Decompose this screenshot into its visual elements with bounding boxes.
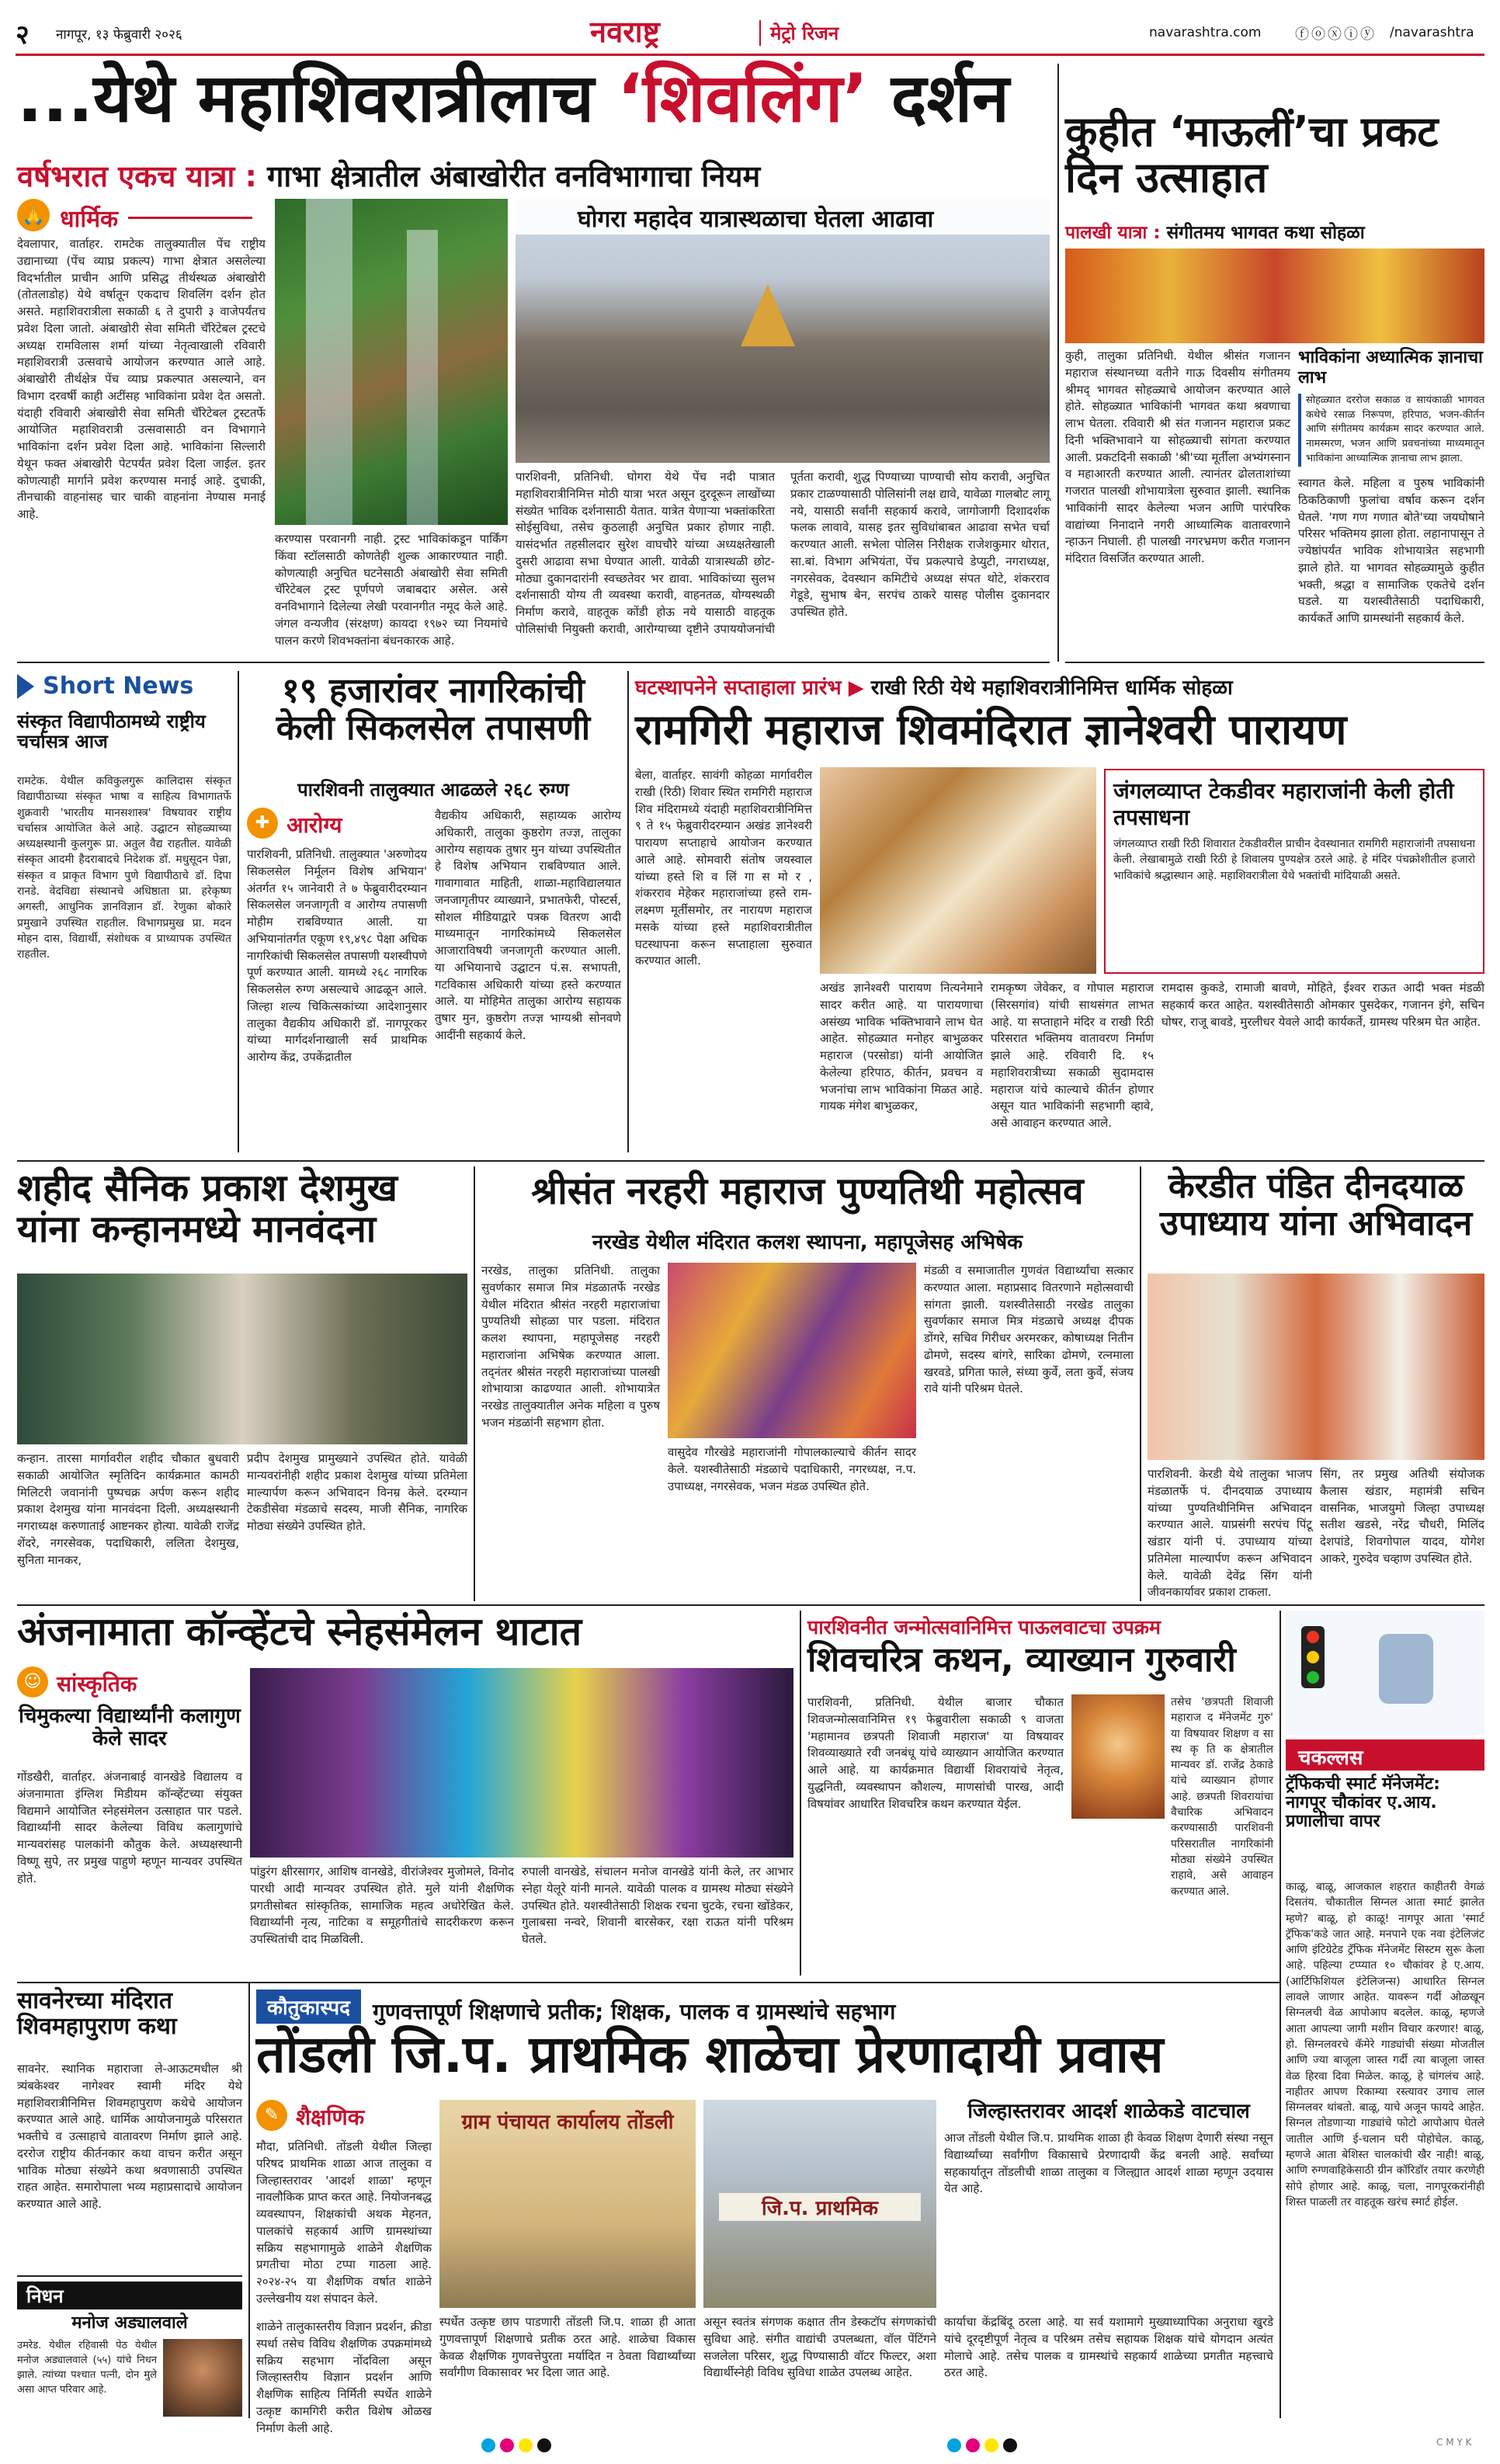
robot-icon — [1379, 1634, 1433, 1704]
chakalas-label: चकल्लस — [1286, 1739, 1484, 1771]
ramgiri-box-body: जंगलव्याप्त राखी रिठी शिवारात टेकडीवरील प्राचीन देवस्थानात रामगिरी महाराजांनी तपसाधना केली. लेखाबामुळे राखी रिठी हे शिवालय पुण्यक्षेत्र ठरले आहे. हे मंदिर पंचक्रोशीतील हजारो भाविकांचे श्रद्धास्थान आहे. महाशिवरात्रीला येथे भक्तांची मांदियाळी असते. — [1113, 838, 1475, 882]
lead-col2: करण्यास परवानगी नाही. ट्रस्ट भाविकांकडून पार्किंग किंवा स्टॉलसाठी कोणतेही शुल्क आकारण्यात नाही. कोणत्याही अनुचित घटनेसाठी अंबाखोरी सेवा समिती चॅरिटेबल ट्रस्ट पूर्णपणे जबाबदार असेल. असे वनविभागाने दिलेल्या लेखी परवानगीत नमूद केले आहे. जंगल वन्यजीव (संरक्षण) कायदा १९७२ च्या नियमांचे पालन करणे शिवभक्तांना बंधनकारक आहे. — [275, 532, 508, 648]
kerdi-col2: सिंग, तर प्रमुख अतिथी संयोजक कैलास खंडार, महामंत्री सचिन वासनिक, भाजयुमो जिल्हा उपाध्यक्ष सतीश खडसे, नरेंद्र चौधरी, मिलिंद देशपांडे, शिवगोपाल यादव, योगेश आकरे, गुरुदेव चव्हाण उपस्थित होते. — [1320, 1467, 1484, 1566]
tondli-box — [944, 2100, 1273, 2308]
registration-dot — [500, 2438, 514, 2452]
divider — [627, 671, 629, 1152]
narhari-col3: मंडळी व समाजातील गुणवंत विद्यार्थ्यांचा सत्कार करण्यात आला. महाप्रसाद वितरणाने महोत्सवाची सांगता झाली. यशस्वीतेसाठी नरखेड तालुका सुवर्णकार समाज मित्र मंडळाचे अध्यक्ष दीपक डोंगरे, सचिव गिरीधर अरमरकर, कोषाध्यक्ष नितीन ढोमणे, सदस्य बांगरे, सारिका ढोमणे, रत्नमाला खरवडे, प्रगिता फाले, संध्या कुर्वे, लता कुर्वे, संजय रावे यांनी परिश्रम घेतले. — [924, 1263, 1134, 1396]
tondli-col1: मौदा, प्रतिनिधी. तोंडली येथील जिल्हा परिषद प्राथमिक शाळा आज तालुका व जिल्हास्तरावर 'आदर्श शाळा' म्हणून नावलौकिक प्राप्त करत आहे. नियोजनबद्ध व्यवस्थापन, शिक्षकांची अथक मेहनत, पालकांचे सहकार्य आणि ग्रामस्थांच्या सक्रिय सहभागामुळे शाळेने शैक्षणिक प्रगतीचा मोठा टप्पा गाठला आहे. २०२४-२५ या शैक्षणिक वर्षात शाळेने उल्लेखनीय यश संपादन केले. — [256, 2139, 432, 2306]
waterfall-photo — [275, 199, 508, 525]
anjana-headline: अंजनामाता कॉन्व्हेंटचे स्नेहसंमेलन थाटात — [17, 1609, 582, 1654]
narhari-col1: नरखेड, तालुका प्रतिनिधी. तालुका सुवर्णकार समाज मित्र मंडळातर्फे नरखेड येथील मंदिरात श्रीसंत नरहरी महाराजांचा पुण्यतिथी सोहळा पार पडला. मंदिरात कलश स्थापना, महापूजेसह नरहरी महाराजांना अभिषेक करण्यात आला. तद्नंतर श्रीसंत नरहरी महाराजांच्या पालखी शोभायात्रा काढण्यात आली. शोभायात्रेत नरखेड तालुक्यातील अनेक महिला व पुरुष भजन मंडळांनी सहभाग होता. — [481, 1263, 660, 1430]
ramgiri-box-title: जंगलव्याप्त टेकडीवर महाराजांनी केली होती तपसाधना — [1113, 778, 1454, 830]
mask-icon: ☺ — [17, 1666, 48, 1698]
divider — [17, 662, 1050, 663]
anjana-subtitle: चिमुकल्या विद्यार्थ्यांनी कलागुण केले सादर — [19, 1705, 241, 1750]
mauli-headline: कुहीत ‘माऊलीं’चा प्रकट दिन उत्साहात — [1065, 107, 1439, 203]
grampanchayat-photo — [439, 2100, 696, 2308]
mauli-col1: कुही, तालुका प्रतिनिधी. येथील श्रीसंत गजानन महाराज संस्थानच्या वतीने गाऊ दिवसीय संगीतमय श्रीमद् भागवत सोहळ्याचे आयोजन करण्यात आले होते. सोहळ्यात भाविकांनी भागवत कथा श्रवणाचा लाभ घेतला. रविवारी श्री संत गजानन महाराज प्रकट दिनी भक्तिभावाने या सोहळ्याची सांगता करण्यात आली. प्रकटदिनी सकाळी 'श्री'च्या मूर्तीला अभ्यंगस्नान व महाआरती करण्यात आली. त्यानंतर ढोलताशांच्या गजरात पालखी शोभायात्रेला सुरुवात झाली. स्थानिक भाविकांनी सादर केलेल्या भजन आणि पारंपरिक वाद्यांच्या निनादाने नगरी आध्यात्मिक वातावरणाने न्हाऊन निघाली. ही पालखी नगरभ्रमण करीत गजानन मंदिरात विसर्जित करण्यात आली. — [1065, 349, 1290, 565]
shivcharitra-col2: तसेच 'छत्रपती शिवाजी महाराज द मॅनेजमेंट गुरु' या विषयावर शिक्षण व सा स्थ कृ ति क क्षेत्रातील मान्यवर डॉ. राजेंद्र ठेकाडे यांचे व्याख्यान होणार आहे. छत्रपती शिवरायांचा वैचारिक अभिवादन करण्यासाठी पारशिवनी परिसरातील नागरिकांनी मोठ्या संख्येने उपस्थित राहावे, असे आवाहन करण्यात आले. — [1171, 1696, 1273, 1898]
divider — [238, 671, 239, 1152]
photo-caption-band: घोगरा महादेव यात्रास्थळाचा घेतला आढावा — [516, 199, 1050, 235]
ghogra-photo — [516, 199, 1050, 463]
mauli-box-title: भाविकांना अध्यात्मिक ज्ञानाचा लाभ — [1298, 348, 1483, 388]
ramgiri-col4: रामदास कुकडे, रामाजी बावणे, मोहिते, ईश्वर राऊत आदी भक्त मंडळी सहकार्य करत आहेत. यशस्वीतेसाठी ओमकार पुसदेकर, गजानन इंगे, सचिन घोषर, राजू बावडे, मुरलीधर येवले आदी कार्यकर्ते, ग्रामस्थ परिश्रम घेत आहेत. — [1161, 981, 1484, 1029]
divider — [1280, 1611, 1281, 2418]
shahid-photo — [17, 1274, 467, 1444]
savner-headline: सावनेरच्या मंदिरात शिवमहापुराण कथा — [17, 1987, 177, 2040]
triangle-icon: ▶ — [848, 676, 864, 700]
shivcharitra-col1: पारशिवनी, प्रतिनिधी. येथील बाजार चौकात शिवजन्मोत्सवानिमित्त १९ फेब्रुवारीला सकाळी ९ वाजता 'महामानव छत्रपती शिवाजी महाराज' या विषयावर शिवव्याख्याते रवी जनबंधू यांचे व्याख्यान आयोजित करण्यात आले आहे. या कार्यक्रमात विद्यार्थी शिवरायांचे नेतृत्व, युद्धनिती, व्यवस्थापन कौशल्य, माणसांची पारख, आदी विषयांवर आधारित शिवचरित्र कथन करण्यात येईल. — [807, 1695, 1064, 1811]
cartoon-illustration — [1286, 1611, 1484, 1735]
social-handle[interactable]: /navarashtra — [1390, 25, 1474, 40]
tondli-col5: कार्याचा केंद्रबिंदू ठरला आहे. या सर्व यशामागे मुख्याध्यापिका अनुराधा खुरडे यांचे दूरदृष्टीपूर्ण नेतृत्व व परिश्रम तसेच सहायक शिक्षक यांचे योगदान अत्यंत मोलाचे आहे. तसेच पालक व ग्रामस्थांचे सहकार्य शाळेच्या प्रगतीत महत्त्वाचे ठरत आहे. — [944, 2315, 1273, 2380]
tondli-col4: असून स्वतंत्र संगणक कक्षात तीन डेस्कटॉप संगणकांची सुविधा आहे. संगीत वाद्यांची उपलब्धता, वॉल पेंटिंगने सजलेला परिसर, शुद्ध पिण्यासाठी वॉटर फिल्टर, अशा विद्यार्थीस्नेही विविध सुविधा शाळेत उपलब्ध आहेत. — [703, 2315, 936, 2380]
tondli-headline: तोंडली जि.प. प्राथमिक शाळेचा प्रेरणादायी प्रवास — [256, 2024, 1164, 2084]
section-tag-sanskrutik: ☺ सांस्कृतिक — [17, 1666, 242, 1701]
chakalas-headline: ट्रॅफिकची स्मार्ट मॅनेजमेंट: नागपूर चौकांवर ए.आय. प्रणालीचा वापर — [1286, 1774, 1440, 1832]
page-number: २ — [16, 19, 30, 50]
namaste-icon: 🙏 — [17, 199, 50, 231]
ramgiri-box — [1104, 769, 1484, 974]
registration-dot — [537, 2438, 551, 2452]
tondli-col3: स्पर्धेत उत्कृष्ट छाप पाडणारी तोंडली जि.प. शाळा ही आता गुणवत्तापूर्ण शिक्षणाचे प्रतीक ठरत आहे. शाळेचा विकास केवळ शैक्षणिक गुणवत्तेपुरता मर्यादित न ठेवता विद्यार्थ्यांच्या सर्वांगीण विकासावर भर दिला जात आहे. — [439, 2315, 696, 2380]
lead-col3: पारशिवनी, प्रतिनिधी. घोगरा येथे पेंच नदी पात्रात महाशिवरात्रीनिमित्त मोठी यात्रा भरत असून दुरदूरून लाखोंच्या संख्येत भाविक दर्शनासाठी येतात. यात्रेत येणाऱ्या भक्तांकरिता सोईसुविधा, तसेच कुठलाही अनुचित प्रकार होणार नाही. यासंदर्भात तहसीलदार सुरेश वाघचौरे यांच्या अध्यक्षतेखाली दुसरी आढावा सभा घेण्यात आली. यावेळी यात्रास्थळी छोट-मोठ्या दुकानदारांनी स्वच्छतेवर भर द्यावा. भाविकांच्या सुलभ दर्शनासाठी योग्य ती व्यवस्था करावी, वाहनतळ, योग्यस्थळी निर्माण करावे, वाहतूक कोंडी होऊ नये यासाठी वाहतूक पोलिसांची नियुक्ती करावी, आरोग्याच्या दृष्टीने उपाययोजनांची पूर्तता करावी, शुद्ध पिण्याच्या पाण्याची सोय करावी, अनुचित प्रकार टाळण्यासाठी पोलिसांनी लक्ष द्यावे, यावेळा गालबोट लागू नये, यासाठी सर्वांनी सहकार्य करावे, जागोजागी दिशादर्शक फलक लावावे, यासह इतर सुविधांबाबत आढावा सभेत चर्चा करण्यात आली. सभेला पोलिस निरीक्षक राजेशकुमार थोरात, सा.बां. विभाग अभियंता, पेंच प्रकल्पाचे डेप्युटी, नगराध्यक्ष, नगरसेवक, देवस्थान कमिटीचे अध्यक्ष संपत थोटे, शंकरराव गेडूडे, सुभाष बेन, सरपंच ठाकरे यासह पोलीस दुकानदार उपस्थित होते. — [516, 470, 1050, 636]
anjana-col3: रुपाली वानखेडे, संचालन मनोज वानखेडे यांनी केले, तर आभार स्नेहा येलूरे यांनी मानले. यावेळी पालक व ग्रामस्थ मोठ्या संख्येने उपस्थित होते. यशस्वीतेसाठी शिक्षक रचना चुटके, रचना खोंडेकर, गुलाबसा नन्वरे, शिवानी बारसेकर, रक्षा राऊत यांनी परिश्रम घेतले. — [522, 1865, 793, 1946]
registration-dot — [481, 2438, 495, 2452]
edition-label: मेट्रो रिजन — [759, 20, 839, 46]
chakalas-body: काळू, बाळू, आजकाल शहरात काहीतरी वेगळं दिसतंय. चौकातील सिग्नल आता स्मार्ट झालेत म्हणे? बाळू, हो काळू! नागपूर आता 'स्मार्ट ट्रॅफिक'कडे जात आहे. मनपाने एक नवा इंटेलिजंट आणि इंटिग्रेटेड ट्रॅफिक मॅनेजमेंट सिस्टम सुरू केला आहे. पहिल्या टप्प्यात १० चौकांवर हे ए.आय. (आर्टिफिशियल इंटेलिजन्स) आधारित सिग्नल लावले जाणार आहेत. यावरून गर्दी ओळखून सिग्नलची वेळ आपोआप बदलेल. काळू, म्हणजे आता आपल्या जागी मशीन विचार करणार! बाळू, हो. सिग्नलवरचे कॅमेरे गाड्यांची संख्या मोजतील आणि ज्या बाजूला जास्त गर्दी त्या बाजूला जास्त वेळ हिरवा दिवा मिळेल. काळू, हे चांगलंच आहे. नाहीतर आपण रिकाम्या रस्त्यावर उगाच लाल सिग्नलवर थांबतो. बाळू, याचे अजून फायदे आहेत. सिग्नल तोडणाऱ्या गाड्यांचे फोटो आपोआप घेतले जातील आणि ई-चलान घरी पोहोचेल. काळू, म्हणजे आता बेशिस्त चालकांची खैर नाही! बाळू, आणि रुग्णवाहिकेसाठी ग्रीन कॉरिडॉर तयार करणेही सोपे होणार आहे. काळू, चला, नागपूरकरांनीही शिस्त पाळली तर वाहतूक खरंच स्मार्ट होईल. — [1286, 1881, 1484, 2209]
narhari-col2: वासुदेव गौरखेडे महाराजांनी गोपालकाल्याचे कीर्तन सादर केले. यशस्वीतेसाठी मंडळाचे पदाधिकारी, नगरध्यक्ष, न.प. उपाध्यक्ष, नगरसेवक, भजन मंडळ उपस्थित होते. — [668, 1445, 916, 1493]
divider — [248, 1983, 250, 2418]
short-news-headline: संस्कृत विद्यापीठामध्ये राष्ट्रीय चर्चासत्र आज — [17, 711, 206, 753]
section-tag-shaikshanik: ✎ शैक्षणिक — [256, 2100, 435, 2134]
divider — [1065, 662, 1484, 663]
savner-body: सावनेर. स्थानिक महाराजा ले-आऊटमधील श्री त्र्यंबकेश्वर नागेश्वर स्वामी मंदिर येथे महाशिवरात्रीनिमित्त शिवमहापुराण कथेचे आयोजन करण्यात आले आहे. धार्मिक आयोजनामुळे परिसरात भक्तीचे व उत्साहाचे वातावरण निर्माण झाले आहे. दररोज राष्ट्रीय कीर्तनकार कथा वाचन करीत असून भाविक मोठ्या संख्येने कथा श्रवणासाठी उपस्थित राहत आहेत. समारोपाला भव्य महाप्रसादाचे आयोजन करण्यात आले आहे. — [17, 2062, 242, 2211]
divider — [800, 1611, 801, 1976]
shahid-col2: प्रदीप देशमुख प्रामुख्याने उपस्थित होते. यावेळी मान्यवरांनीही शहीद प्रकाश देशमुख यांच्या प्रतिमेला माल्यार्पण करून अभिवादन विनम्र केले. दरम्यान टेकडीसेवा मंडळाचे सदस्य, माजी सैनिक, नागरिक मोठ्या संख्येने उपस्थित होते. — [247, 1451, 467, 1533]
divider — [474, 1166, 475, 1601]
palkhi-photo — [1065, 248, 1484, 343]
cmyk-label: C M Y K — [1436, 2437, 1472, 2448]
nidhan-portrait — [163, 2339, 242, 2417]
divider — [17, 1982, 1280, 1983]
mauli-box — [1298, 348, 1484, 472]
site-url[interactable]: navarashtra.com — [1149, 25, 1262, 40]
photo-sign: ग्राम पंचायत कार्यालय तोंडली — [461, 2111, 674, 2134]
brand-logo: नवराष्ट्र — [590, 15, 660, 49]
nidhan-label: निधन — [17, 2282, 242, 2309]
book-icon: ✎ — [256, 2100, 287, 2131]
aarogya-headline: १९ हजारांवर नागरिकांची केली सिकलसेल तपासणी — [276, 671, 591, 749]
tondli-box-title: जिल्हास्तरावर आदर्श शाळेकडे वाटचाल — [967, 2100, 1250, 2123]
kerdi-photo — [1148, 1274, 1484, 1460]
narhari-photo — [668, 1263, 916, 1438]
dateline: नागपूर, १३ फेब्रुवारी २०२६ — [56, 27, 182, 43]
short-news-label: Short News — [17, 672, 219, 708]
narhari-subhead: नरखेड येथील मंदिरात कलश स्थापना, महापूजेसह अभिषेक — [592, 1231, 1023, 1254]
kerdi-headline: केरडीत पंडित दीनदयाळ उपाध्याय यांना अभिवादन — [1159, 1166, 1473, 1244]
shivcharitra-kicker: पारशिवनीत जन्मोत्सवानिमित्त पाऊलवाटचा उपक्रम — [807, 1616, 1161, 1639]
dance-photo — [250, 1668, 793, 1858]
ramgiri-col1: बेला, वार्ताहर. सावंगी कोहळा मार्गावरील राखी (रिठी) शिवार स्थित रामगिरी महाराज शिव मंदिरामध्ये यंदाही महाशिवरात्रीनिमित्त ९ ते १५ फेब्रुवारीदरम्यान अखंड ज्ञानेश्वरी पारायण सप्ताहाचे आयोजन करण्यात आले आहे. सोमवारी संतोष जयस्वाल यांच्या हस्ते शि व लिं गा स मो र , शंकरराव मेहेकर महाराजांच्या हस्ते राम-लक्ष्मण मूर्तीसमोर, तर नारायण महाराज मसके यांच्या हस्ते महाशिवरात्रीतील घटस्थापना करून सप्ताहाला सुरुवात करण्यात आली. — [635, 768, 812, 968]
anjana-col1: गोंडखैरी, वार्ताहर. अंजनाबाई वानखेडे विद्यालय व अंजनामाता इंग्लिश मिडीयम कॉन्व्हेंटच्या संयुक्त विद्यमाने आयोजित स्नेहसंमेलन उत्साहात पार पडले. विद्यार्थ्यांनी सादर केलेल्या विविध कलागुणांचे मान्यवरांसह पालकांनी कौतुक केले. अध्यक्षस्थानी विष्णू सुपे, तर प्रमुख पाहुणे म्हणून मान्यवर उपस्थित होते. — [17, 1770, 242, 1885]
registration-dot — [1003, 2438, 1017, 2452]
section-tag-aarogya: ✚ आरोग्य — [247, 808, 425, 842]
registration-dot — [947, 2438, 961, 2452]
registration-dot — [966, 2438, 980, 2452]
shahid-headline: शहीद सैनिक प्रकाश देशमुख यांना कन्हानमध्ये मानवंदना — [17, 1166, 398, 1251]
aarogya-col1: पारशिवनी, प्रतिनिधी. तालुक्यात 'अरुणोदय सिकलसेल निर्मूलन विशेष अभियान' अंतर्गत १५ जानेवारी ते ७ फेब्रुवारीदरम्यान सिकलसेल जनजागृती व आरोग्य तपासणी मोहीम राबविण्यात आली. या अभियानांतर्गत एकूण १९,४९८ पेक्षा अधिक नागरिकांची सिकलसेल तपासणी यशस्वीपणे पूर्ण करण्यात आली. यामध्ये २६८ नागरिक सिकलसेल रुग्ण असल्याचे आढळून आले. जिल्हा शल्य चिकित्सकांच्या आदेशानुसार तालुका वैद्यकीय अधिकारी डॉ. नागपूरकर यांच्या मार्गदर्शनाखाली सर्व प्राथमिक आरोग्य केंद्र, उपकेंद्रातील — [247, 847, 427, 1064]
divider — [17, 2275, 242, 2277]
divider — [17, 1160, 1484, 1162]
school-sign: जि.प. प्राथमिक — [719, 2193, 921, 2221]
social-icons[interactable]: ⓕⓞⓧⓘⓨ — [1295, 26, 1377, 43]
anjana-col2: पांडुरंग क्षीरसागर, आशिष वानखेडे, वीरांजेश्वर मुजोमले, विनोद पारधी आदी मान्यवर उपस्थित होते. मुले यांनी शैक्षणिक प्रगतीसोबत सांस्कृतिक, सामाजिक महत्व अधोरेखित केले. विद्यार्थ्यांनी नृत्य, नाटिका व समूहगीतांचे सादरीकरण करून उपस्थितांची दाद मिळविली. — [250, 1865, 514, 1946]
masthead — [16, 9, 1484, 56]
temple-shape — [741, 284, 795, 346]
school-photo — [703, 2100, 936, 2308]
lead-headline-key: ‘शिवलिंग’ — [617, 60, 868, 137]
ramgiri-col2: अखंड ज्ञानेश्वरी पारायण नित्यनेमाने सादर करीत आहे. या पारायणाचा असंख्य भाविक भक्तिभावाने लाभ घेत आहेत. सोहळ्यात मनोहर बाभुळकर महाराज (परसोडा) यांनी आयोजित केलेल्या हरिपाठ, कीर्तन, प्रवचन व भजनांचा लाभ भाविकांना मिळत आहे. गायक मंगेश बाभुळकर, — [820, 981, 983, 1114]
aarogya-subhead: पारशिवनी तालुक्यात आढळले २६८ रुग्ण — [297, 779, 569, 801]
divider — [17, 1604, 1484, 1606]
mauli-col2: स्वागत केले. महिला व पुरुष भाविकांनी ठिकठिकाणी फुलांचा वर्षाव करून दर्शन घेतले. 'गण गण गणात बोते'च्या जयघोषाने परिसर भक्तिमय झाला होता. लहानापासून ते ज्येष्ठांपर्यंत भाविक शोभायात्रेत सहभागी झाले होते. या भागवत सोहळ्यामुळे कुहीत भक्ती, श्रद्धा व सामाजिक एकतेचे दर्शन घडले. या यशस्वीतेसाठी पदाधिकारी, कार्यकर्ते आणि ग्रामस्थांनी सहकार्य केले. — [1298, 476, 1484, 625]
aarogya-col2: वैद्यकीय अधिकारी, सहाय्यक आरोग्य अधिकारी, तालुका कुष्ठरोग तज्ज्ञ, तालुका आरोग्य सहायक तुषार मुन यांच्या उपस्थितीत हे विशेष अभियान राबविण्यात आले. गावागावात माहिती, शाळा-महाविद्यालयात जनजागृतीपर व्याख्याने, प्रभातफेरी, पोस्टर्स, सोशल मीडियाद्वारे पत्रक वितरण आदी माध्यमातून नागरिकांमध्ये सिकलसेल आजाराविषयी जनजागृती करण्यात आली. या अभियानाचे उद्घाटन पं.स. सभापती, गटविकास अधिकारी यांच्या हस्ते करण्यात आले. या मोहिमेत तालुका आरोग्य सहायक तुषार मुन, कुष्ठरोग तज्ज्ञ भाग्यश्री सोनवणे आदींनी सहकार्य केले. — [435, 808, 621, 1042]
ramgiri-headline: रामगिरी महाराज शिवमंदिरात ज्ञानेश्वरी पारायण — [635, 705, 1347, 754]
section-tag-dharmik: 🙏 धार्मिक — [17, 199, 266, 231]
mauli-box-body: सोहळ्यात दररोज सकाळ व सायंकाळी भागवत कथेचे रसाळ निरूपण, हरिपाठ, भजन-कीर्तन आणि संगीतमय कार्यक्रम सादर करण्यात आले. नामस्मरण, भजन आणि प्रवचनांच्या माध्यमातून भाविकांना आध्यात्मिक ज्ञानाचा लाभ झाला. — [1298, 394, 1484, 467]
shahid-col1: कन्हान. तारसा मार्गावरील शहीद चौकात बुधवारी सकाळी आयोजित स्मृतिदिन कार्यक्रमात कामठी मिलिटरी जवानांनी पुष्पचक्र अर्पण करून शहीद प्रकाश देशमुख यांना मानवंदना दिली. अध्यक्षस्थानी नगराध्यक्ष करुणाताई आष्टनकर होत्या. यावेळी राजेंद्र शेंदरे, नगरसेवक, पदाधिकारी, ललिता देशमुख, सुनिता मानकर, — [17, 1451, 239, 1567]
lead-headline: ...येथे महाशिवरात्रीलाच ‘शिवलिंग’ दर्शन — [17, 60, 1009, 137]
registration-dot — [984, 2438, 998, 2452]
pooja-photo — [820, 767, 1096, 974]
ramgiri-col3: रामकृष्ण जेवेकर, व गोपाल महाराज (सिरसगांव) यांची साथसंगत लाभत आहे. या सप्ताहाने मंदिर व राखी रिठी परिसरात भक्तिमय वातावरण निर्माण झाले आहे. रविवारी दि. १५ महाशिवरात्रीच्या सकाळी सुदामदास महाराज यांचे काल्याचे कीर्तन होणार असून यात भाविकांनी सहभागी व्हावे, असे आवाहन करण्यात आले. — [991, 981, 1154, 1130]
narhari-headline: श्रीसंत नरहरी महाराज पुण्यतिथी महोत्सव — [531, 1169, 1084, 1213]
kerdi-col1: पारशिवनी. केरडी येथे तालुका भाजप मंडळातर्फे पं. दीनदयाळ उपाध्याय यांच्या पुण्यतिथीनिमित्त अभिवादन करण्यात आले. याप्रसंगी सरपंच पिंटू खंडार यांनी पं. उपाध्याय यांच्या प्रतिमेला माल्यार्पण करून अभिवादन केले. यावेळी देवेंद्र सिंग यांनी जीवनकार्यावर प्रकाश टाकला. — [1148, 1467, 1312, 1600]
tondli-col2: शाळेने तालुकास्तरीय विज्ञान प्रदर्शन, क्रीडा स्पर्धा तसेच विविध शैक्षणिक उपक्रमांमध्ये सक्रिय सहभाग नोंदविला असून जिल्हास्तरीय विज्ञान प्रदर्शन आणि शैक्षणिक साहित्य निर्मिती स्पर्धेत शाळेने उत्कृष्ट कामगिरी करीत विशेष ओळख निर्माण केली आहे. — [256, 2320, 432, 2435]
ramgiri-kicker: घटस्थापनेने सप्ताहाला प्रारंभ ▶ राखी रिठी येथे महाशिवरात्रीनिमित्त धार्मिक सोहळा — [635, 676, 1233, 700]
shivcharitra-headline: शिवचरित्र कथन, व्याख्यान गुरुवारी — [807, 1640, 1236, 1680]
registration-dot — [519, 2438, 533, 2452]
mauli-subhead: पालखी यात्रा : संगीतमय भागवत कथा सोहळा — [1065, 223, 1365, 243]
lead-col1: देवलापार, वार्ताहर. रामटेक तालुक्यातील पेंच राष्ट्रीय उद्यानाच्या (पेंच व्याघ्र प्रकल्प) गाभा क्षेत्रात असलेल्या विदर्भातील प्राचीन आणि प्रसिद्ध तीर्थस्थळ अंबाखोरी (तोतलाडोह) येथे वर्षातून एकदाच शिवलिंग दर्शन होत असते. महाशिवरात्रीला सकाळी ६ ते दुपारी ३ वाजेपर्यंतच प्रवेश दिला जातो. अंबाखोरी सेवा समिती चॅरिटेबल ट्रस्टचे अध्यक्ष रामविलास शर्मा यांच्या नेतृत्वाखाली रविवारी महाशिवरात्री उत्सवाचे आयोजन करण्यात आले आहे. अंबाखोरी तीर्थक्षेत्र पेंच व्याघ्र प्रकल्पात असल्याने, वन विभाग दरवर्षी काही अटींसह भाविकांना प्रवेश देत असतो. यंदाही रविवारी अंबाखोरी सेवा समिती चॅरिटेबल ट्रस्टतर्फे आयोजित महाशिवरात्री उत्सवासाठी वन विभागाने भाविकांना दर्शन प्रवेश दिला आहे. भाविकांना सिल्लारी येथून फक्त अंबाखोरी पेटपर्यंत प्रवेश दिला जाईल. इतर कोणत्याही मार्गाने प्रवेश करण्यास मनाई आहे. दुचाकी, तीनचाकी वाहनांसह चार चाकी वाहनांना नेण्यास मनाई आहे. — [17, 237, 266, 521]
short-news-body: रामटेक. येथील कविकुलगुरू कालिदास संस्कृत विद्यापीठाच्या संस्कृत भाषा व साहित्य विभागातर्फे शुक्रवारी 'भारतीय मानसशास्त्र' विषयावर राष्ट्रीय चर्चासत्र आयोजित केले आहे. उद्घाटन सोहळ्याच्या अध्यक्षस्थानी कुलगुरू प्रा. अतुल वैद्य राहतील. यावेळी संस्कृत आदमी हैदराबादचे निदेशक डॉ. मधुसूदन पेन्ना, संस्कृत व प्राकृत विभाग पुणे विद्यापीठाचे डॉ. दिपा रानडे. वेदविद्या संस्थानचे अधिष्ठाता प्रा. हरेकृष्ण अगस्ती, आधुनिक ज्ञानविज्ञान डॉ. रेणुका बोकारे प्रमुखाने उपस्थित राहतील. विभागप्रमुख प्रा. मदन मोहन दास, विद्यार्थी, संशोधक व प्राध्यापक उपस्थित राहतील. — [17, 775, 231, 961]
tondli-kicker-band: कौतुकास्पद गुणवत्तापूर्ण शिक्षणाचे प्रतीक; शिक्षक, पालक व ग्रामस्थांचे सहभाग — [256, 1990, 1273, 2024]
doctor-icon: ✚ — [247, 808, 278, 839]
shivaji-portrait — [1071, 1694, 1165, 1819]
lead-subhead: वर्षभरात एकच यात्रा : गाभा क्षेत्रातील अंबाखोरीत वनविभागाचा नियम — [17, 159, 761, 193]
tondli-box-body: आज तोंडली येथील जि.प. प्राथमिक शाळा ही केवळ शिक्षण देणारी संस्था नसून विद्यार्थ्यांच्या सर्वांगीण विकासाचे प्रेरणादायी केंद्र बनली आहे. सर्वांच्या सहकार्यातून तोंडलीची शाळा तालुका व जिल्ह्यात आदर्श शाळा म्हणून उदयास येत आहे. — [944, 2131, 1273, 2196]
divider — [1057, 64, 1059, 662]
divider — [1140, 1166, 1141, 1601]
nidhan-body: उमरेड. येथील रहिवासी पेठ येथील मनोज अड्यालवाले (५५) यांचे निधन झाले. त्यांच्या पश्चात पत्नी, दोन मुले असा आप्त परिवार आहे. — [17, 2340, 157, 2396]
nidhan-name: मनोज अड्यालवाले — [71, 2313, 188, 2333]
short-news-icon — [17, 674, 34, 699]
